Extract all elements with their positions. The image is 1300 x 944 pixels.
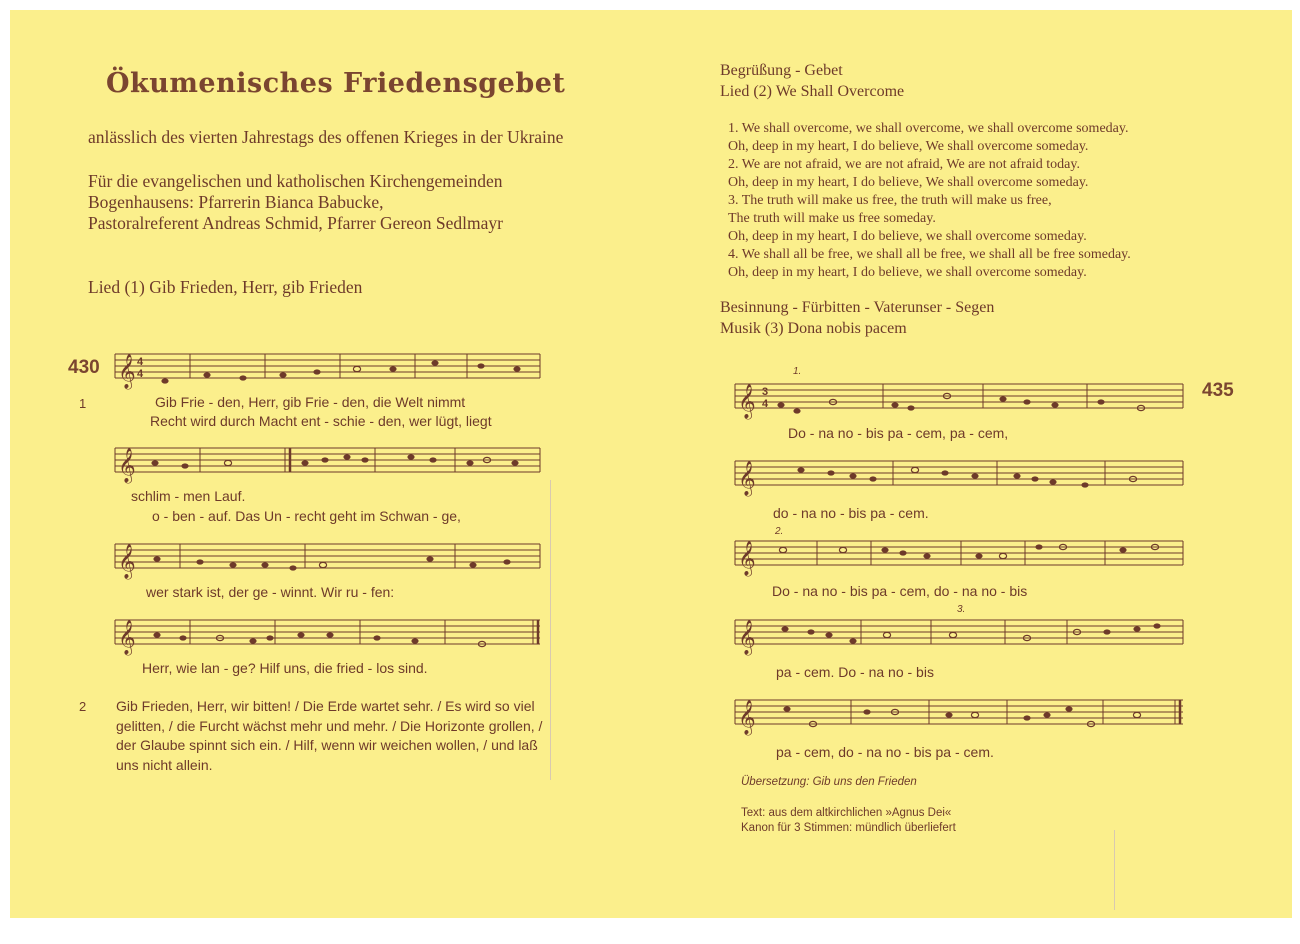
lyric-r4: pa - cem. Do - na no - bis xyxy=(776,664,934,680)
translation-note: Übersetzung: Gib uns den Frieden xyxy=(741,776,917,788)
music-staff-r2 xyxy=(735,455,1185,495)
svg-text:4: 4 xyxy=(137,368,144,380)
music-staff-r3 xyxy=(735,535,1185,575)
parish-line-2: Bogenhausens: Pfarrerin Bianca Babucke, xyxy=(88,192,384,212)
credit-text: Text: aus dem altkirchlichen »Agnus Dei« xyxy=(741,807,952,819)
canon-mark-3: 3. xyxy=(957,604,966,615)
verse-line: Oh, deep in my heart, I do believe, we shall overcome someday. xyxy=(728,229,1087,244)
verse-number-1: 1 xyxy=(79,396,87,411)
verse-line: 2. We are not afraid, we are not afraid, We are not afraid today. xyxy=(728,157,1080,172)
verse-line: Oh, deep in my heart, I do believe, We shall overcome someday. xyxy=(728,175,1089,190)
fold-shadow-right xyxy=(1114,830,1115,910)
svg-text:4: 4 xyxy=(137,356,144,368)
lyric-line-1b: Recht wird durch Macht ent - schie - den, wer lügt, liegt xyxy=(150,413,492,429)
svg-text:𝄞: 𝄞 xyxy=(738,701,756,734)
heading-greeting: Begrüßung - Gebet xyxy=(720,62,843,79)
canon-mark-2: 2. xyxy=(775,526,784,537)
music-staff-r4 xyxy=(735,614,1185,654)
verse-number-2: 2 xyxy=(79,699,87,714)
svg-text:𝄞: 𝄞 xyxy=(118,621,136,654)
svg-text:𝄞: 𝄞 xyxy=(118,355,136,388)
svg-text:3: 3 xyxy=(762,386,769,398)
lyric-line-1a: Gib Frie - den, Herr, gib Frie - den, die Welt nimmt xyxy=(155,394,466,410)
verse-line: 1. We shall overcome, we shall overcome, we shall overcome someday. xyxy=(728,121,1129,136)
lyric-r5: pa - cem, do - na no - bis pa - cem. xyxy=(776,744,994,760)
we-shall-overcome-verses xyxy=(728,120,1131,282)
song1-heading: Lied (1) Gib Frieden, Herr, gib Frieden xyxy=(88,277,363,297)
svg-text:𝄞: 𝄞 xyxy=(738,542,756,575)
lyric-line-2a: schlim - men Lauf. xyxy=(131,488,246,504)
music-staff-l4 xyxy=(115,614,545,654)
svg-text:𝄞: 𝄞 xyxy=(118,449,136,482)
music-staff-l3 xyxy=(115,538,545,578)
lyric-line-4: Herr, wie lan - ge? Hilf uns, die fried - los sind. xyxy=(142,660,428,676)
heading-music3: Musik (3) Dona nobis pacem xyxy=(720,320,907,337)
credit-canon: Kanon für 3 Stimmen: mündlich überliefert xyxy=(741,822,956,834)
parish-line-1: Für die evangelischen und katholischen Kirchengemeinden xyxy=(88,171,503,191)
subtitle: anlässlich des vierten Jahrestags des offenen Krieges in der Ukraine xyxy=(88,127,564,147)
hymn-number-435: 435 xyxy=(1202,380,1234,401)
verse-line: 3. The truth will make us free, the truth will make us free, xyxy=(728,193,1052,208)
page-title: Ökumenisches Friedensgebet xyxy=(106,68,566,99)
svg-text:𝄞: 𝄞 xyxy=(738,621,756,654)
hymn-number-430: 430 xyxy=(68,357,100,378)
svg-text:4: 4 xyxy=(762,398,769,410)
svg-text:𝄞: 𝄞 xyxy=(118,545,136,578)
heading-prayers: Besinnung - Fürbitten - Vaterunser - Segen xyxy=(720,299,995,316)
verse-line: The truth will make us free someday. xyxy=(728,211,936,226)
canon-mark-1: 1. xyxy=(793,366,802,377)
lyric-r3: Do - na no - bis pa - cem, do - na no - bis xyxy=(772,583,1028,599)
music-staff-l1 xyxy=(115,348,545,388)
svg-text:𝄞: 𝄞 xyxy=(738,385,756,418)
fold-shadow xyxy=(550,480,551,780)
lyric-r2: do - na no - bis pa - cem. xyxy=(773,505,929,521)
lyric-r1: Do - na no - bis pa - cem, pa - cem, xyxy=(788,425,1009,441)
verse-line: Oh, deep in my heart, I do believe, we shall overcome someday. xyxy=(728,265,1087,280)
verse-line: 4. We shall all be free, we shall all be free, we shall all be free someday. xyxy=(728,247,1131,262)
lyric-line-2b: o - ben - auf. Das Un - recht geht im Schwan - ge, xyxy=(152,508,461,524)
verse-2-text: Gib Frieden, Herr, wir bitten! / Die Erde wartet sehr. / Es wird so viel gelitten, / die Furcht wächst mehr und mehr. / Die Horizonte grollen, / der Glaube spinnt sich ein. / Hilf, wenn wir weichen wollen, / und laß uns nicht allein. xyxy=(116,698,543,773)
svg-text:𝄞: 𝄞 xyxy=(738,462,756,495)
music-staff-r1 xyxy=(735,378,1185,418)
music-staff-r5 xyxy=(735,694,1185,734)
verse-line: Oh, deep in my heart, I do believe, We shall overcome someday. xyxy=(728,139,1089,154)
parish-line-3: Pastoralreferent Andreas Schmid, Pfarrer Gereon Sedlmayr xyxy=(88,213,503,233)
heading-song2: Lied (2) We Shall Overcome xyxy=(720,83,905,100)
music-staff-l2 xyxy=(115,442,545,482)
lyric-line-3: wer stark ist, der ge - winnt. Wir ru - fen: xyxy=(146,584,395,600)
